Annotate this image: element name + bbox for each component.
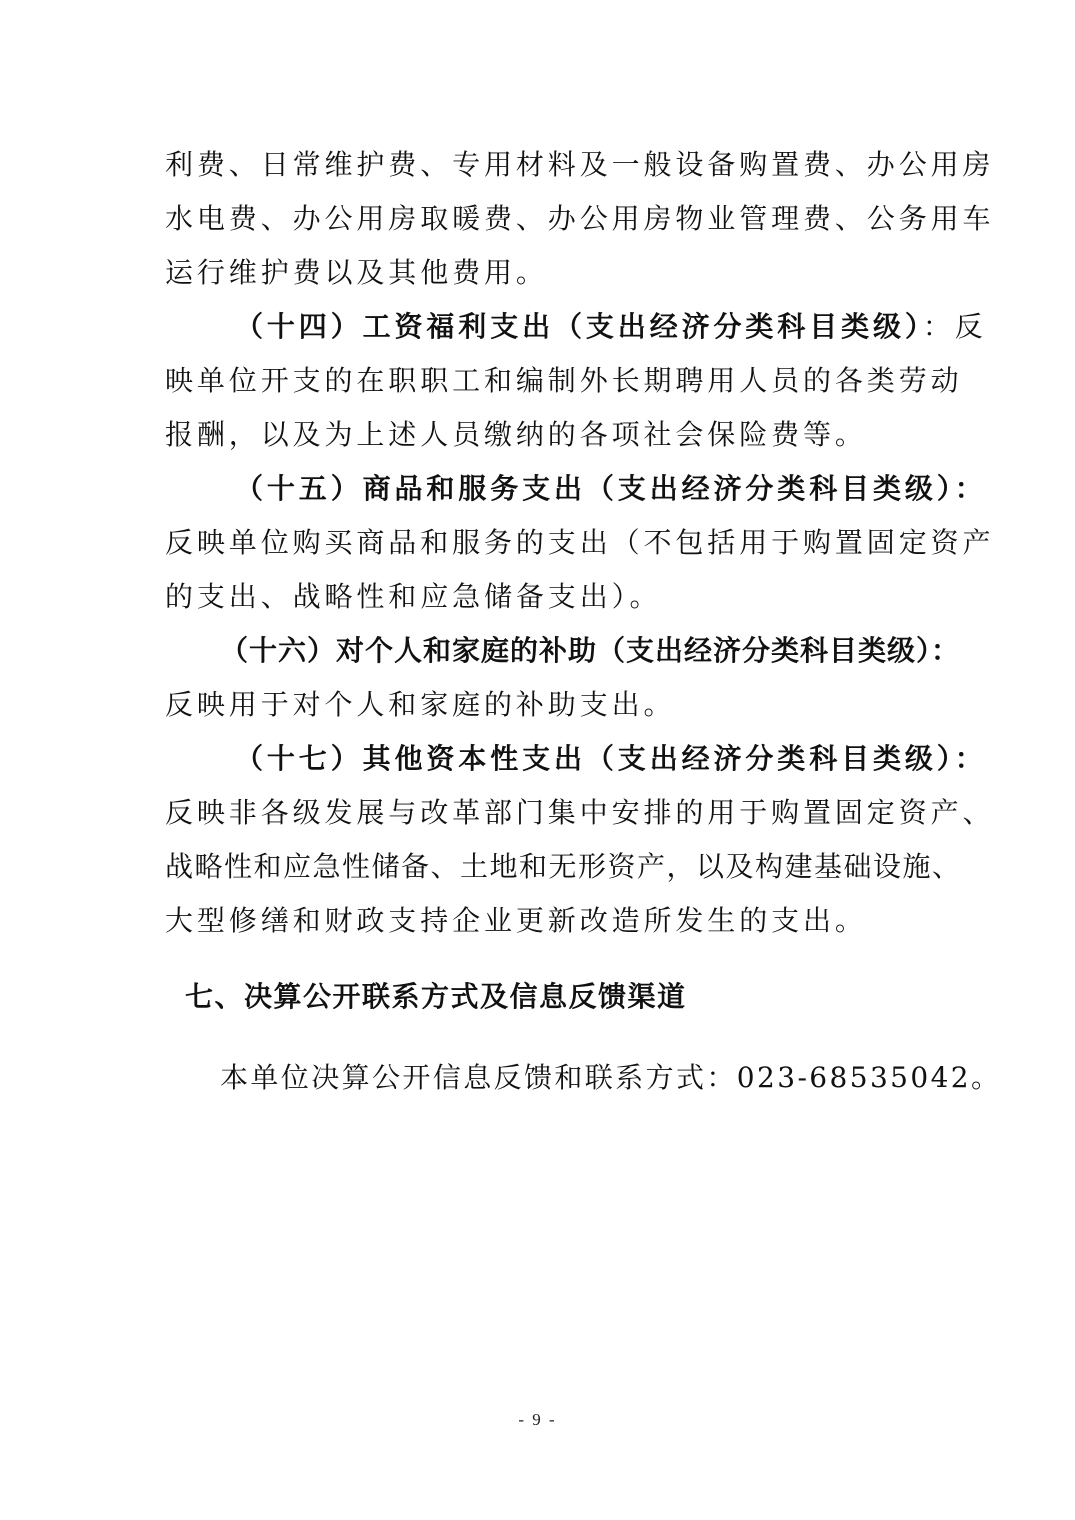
paragraph-14-line-1-rest: ：反 (922, 310, 987, 343)
paragraph-17-title: （十七）其他资本性支出（支出经济分类科目类级）： (235, 742, 987, 775)
paragraph-16-line-2: 反映用于对个人和家庭的补助支出。 (165, 688, 676, 721)
paragraph-15-title: （十五）商品和服务支出（支出经济分类科目类级）： (235, 472, 987, 505)
paragraph-17-line-2: 反映非各级发展与改革部门集中安排的用于购置固定资产、 (165, 796, 995, 829)
paragraph-17-line-4: 大型修缮和财政支持企业更新改造所发生的支出。 (165, 904, 867, 937)
page-number: - 9 - (518, 1410, 557, 1429)
paragraph-14-line-2: 映单位开支的在职职工和编制外长期聘用人员的各类劳动 (165, 364, 963, 397)
section-7-contact: 本单位决算公开信息反馈和联系方式：023-68535042。 (220, 1061, 1002, 1094)
paragraph-14-title: （十四）工资福利支出（支出经济分类科目类级） (235, 310, 923, 343)
paragraph-15-line-2: 反映单位购买商品和服务的支出（不包括用于购置固定资产 (165, 526, 995, 559)
paragraph-14-line-3: 报酬，以及为上述人员缴纳的各项社会保险费等。 (165, 418, 867, 451)
paragraph-14-line-1 (235, 307, 987, 347)
paragraph-13-line-3: 运行维护费以及其他费用。 (165, 256, 548, 289)
paragraph-13-line-2: 水电费、办公用房取暖费、办公用房物业管理费、公务用车 (165, 202, 995, 235)
paragraph-13-line-1: 利费、日常维护费、专用材料及一般设备购置费、办公用房 (165, 148, 995, 181)
paragraph-17-line-3: 战略性和应急性储备、土地和无形资产，以及构建基础设施、 (165, 850, 962, 883)
paragraph-15-line-3: 的支出、战略性和应急储备支出）。 (165, 580, 662, 613)
paragraph-16-title: （十六）对个人和家庭的补助（支出经济分类科目类级）： (220, 634, 961, 667)
section-7-heading: 七、决算公开联系方式及信息反馈渠道 (185, 980, 687, 1013)
